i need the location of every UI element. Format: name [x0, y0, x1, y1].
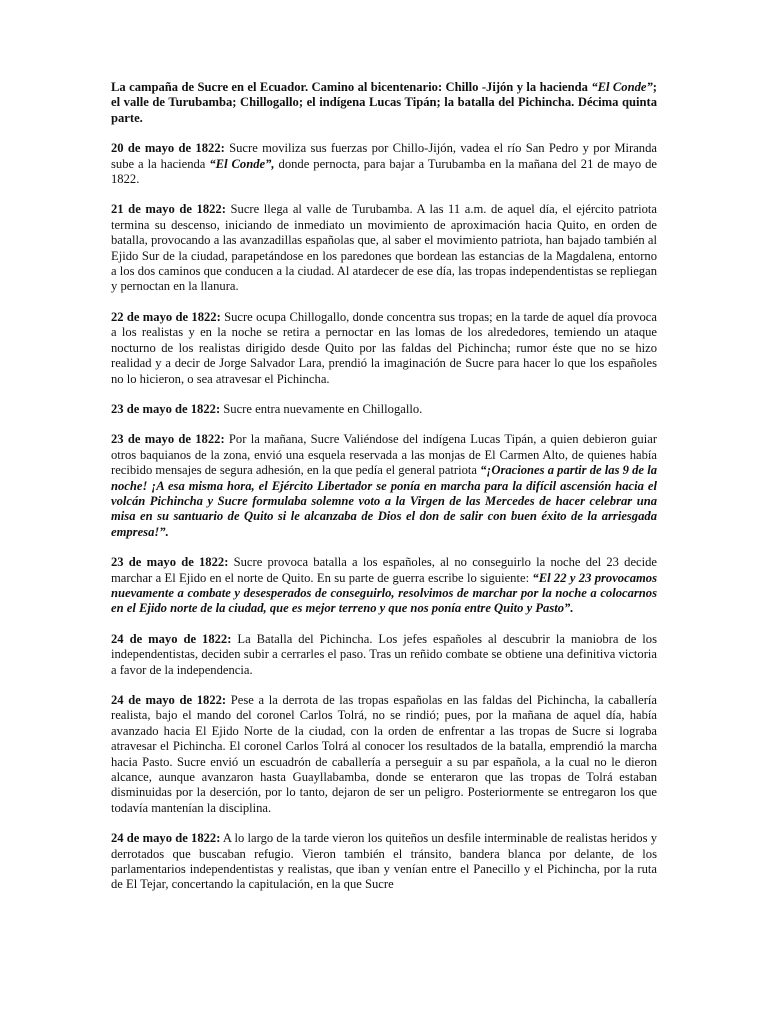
paragraph-text-end: donde pernocta, para bajar a Turubamba en la mañana del 21 de mayo de 1822.	[111, 156, 658, 187]
paragraph-date: 20 de mayo de 1822:	[111, 141, 225, 156]
paragraph-text: Sucre llega al valle de Turubamba. A las 11 a.m. de aquel día, el ejército patriota termina su descenso, iniciando de inmediato un movimiento de aproximación hacia Quito, en orden de batalla, provocando a las avanzadillas españolas que, al saber el movimiento patriota, han bajado también al Ejido Sur de la ciudad, parapetándose en los paredones que bordean las estancias de la Magdalena, entorno a los dos caminos que conducen a la ciudad. Al atardecer de ese día, las tropas independentistas se repliegan y pernoctan en la llanura.	[111, 202, 658, 294]
paragraph-date: 23 de mayo de 1822:	[111, 432, 225, 447]
paragraph-text: A lo largo de la tarde vieron los quiteños un desfile interminable de realistas heridos y derrotados que buscaban refugio. Vieron también el tránsito, bandera blanca por delante, de los parlamentarios independentistas y realistas, que iban y venían entre el Panecillo y el Pichincha, por la ruta de El Tejar, concertando la capitulación, en la que Sucre	[111, 831, 657, 892]
paragraph-may-22	[111, 310, 657, 387]
title-text-end: ; el valle de Turubamba; Chillogallo; el indígena Lucas Tipán; la batalla del Pichincha. Décima quinta parte.	[111, 80, 657, 125]
paragraph-date: 22 de mayo de 1822:	[111, 309, 221, 324]
title-text: La campaña de Sucre en el Ecuador. Camino al bicentenario: Chillo -Jijón y la hacienda	[111, 80, 592, 94]
paragraph-may-24-c	[111, 831, 657, 893]
paragraph-text: La Batalla del Pichincha. Los jefes españoles al descubrir la maniobra de los independentistas, deciden subir a cerrarles el paso. Tras un reñido combate se obtiene una definitiva victoria a favor de la independencia.	[111, 631, 657, 677]
document-title	[111, 80, 657, 126]
title-italic: “El Conde”	[591, 80, 653, 94]
paragraph-may-24-b	[111, 693, 657, 816]
paragraph-may-23-c	[111, 555, 657, 617]
paragraph-italic: “El Conde”,	[209, 156, 275, 171]
paragraph-may-23-a	[111, 402, 657, 417]
paragraph-may-21	[111, 202, 657, 294]
paragraph-date: 23 de mayo de 1822:	[111, 555, 229, 570]
paragraph-text: Por la mañana, Sucre Valiéndose del indígena Lucas Tipán, a quien debieron guiar otros baquianos de la zona, envió una esquela reservada a las monjas de El Carmen Alto, de quienes había recibido mensajes de segura adhesión, en la que pedía el general patriota	[111, 432, 658, 478]
paragraph-may-20	[111, 141, 657, 187]
paragraph-text: Sucre ocupa Chillogallo, donde concentra sus tropas; en la tarde de aquel día provoca a los realistas y en la noche se retira a pernoctar en las lomas de los alrededores, temiendo un ataque nocturno de los realistas dirigido desde Quito por las faldas del Pichincha; rumor éste que no se hizo realidad y a decir de Jorge Salvador Lara, prendió la imaginación de Sucre para hacer lo que los españoles no lo hicieron, o sea atravesar el Pichincha.	[111, 309, 657, 386]
paragraph-date: 23 de mayo de 1822:	[111, 401, 221, 416]
paragraph-text: Sucre entra nuevamente en Chillogallo.	[220, 401, 423, 416]
paragraph-text: Sucre moviliza sus fuerzas por Chillo-Jijón, vadea el río San Pedro y por Miranda sube a la hacienda	[111, 141, 657, 171]
paragraph-quote: “El 22 y 23 provocamos nuevamente a combate y desesperados de conseguirlo, resolvimos de marchar por la noche a colocarnos en el Ejido norte de la ciudad, que es mejor terreno y que nos ponía entre Quito y Pasto”.	[111, 570, 657, 616]
paragraph-date: 24 de mayo de 1822:	[111, 693, 227, 707]
paragraph-date: 24 de mayo de 1822:	[111, 831, 221, 846]
paragraph-may-24-a	[111, 632, 657, 678]
document-page	[111, 80, 657, 908]
paragraph-date: 24 de mayo de 1822:	[111, 631, 232, 646]
paragraph-date: 21 de mayo de 1822:	[111, 202, 226, 217]
paragraph-may-23-b	[111, 432, 657, 540]
paragraph-text: Pese a la derrota de las tropas españolas en las faldas del Pichincha, la caballería realista, bajo el mando del coronel Carlos Tolrá, no se rindió; pues, por la mañana de aquel día, había avanzado hacia El Ejido Norte de la ciudad, con la orden de enfrentar a las tropas de Sucre si lograba atravesar el Pichincha. El coronel Carlos Tolrá al conocer los resultados de la batalla, emprendió la marcha hacia Pasto. Sucre envió un escuadrón de caballería a perseguir a su par española, a la cual no le dieron alcance, aunque avanzaron hasta Guayllabamba, donde se enteraron que las tropas de Tolrá estaban disminuidas por la deserción, por lo tanto, dejaron de ser un peligro. Posteriormente se entregaron los que todavía mantenían la disciplina.	[111, 693, 657, 815]
paragraph-text: Sucre provoca batalla a los españoles, al no conseguirlo la noche del 23 decide marchar a El Ejido en el norte de Quito. En su parte de guerra escribe lo siguiente:	[111, 555, 658, 585]
paragraph-quote: “¡Oraciones a partir de las 9 de la noche! ¡A esa misma hora, el Ejército Libertador se ponía en marcha para la difícil ascensión hacia el volcán Pichincha y Sucre formulaba solemne voto a la Virgen de las Mercedes de hacer celebrar una misa en su santuario de Quito si le alcanzaba de Dios el don de salir con buen éxito de la arriesgada empresa!”.	[111, 463, 657, 539]
